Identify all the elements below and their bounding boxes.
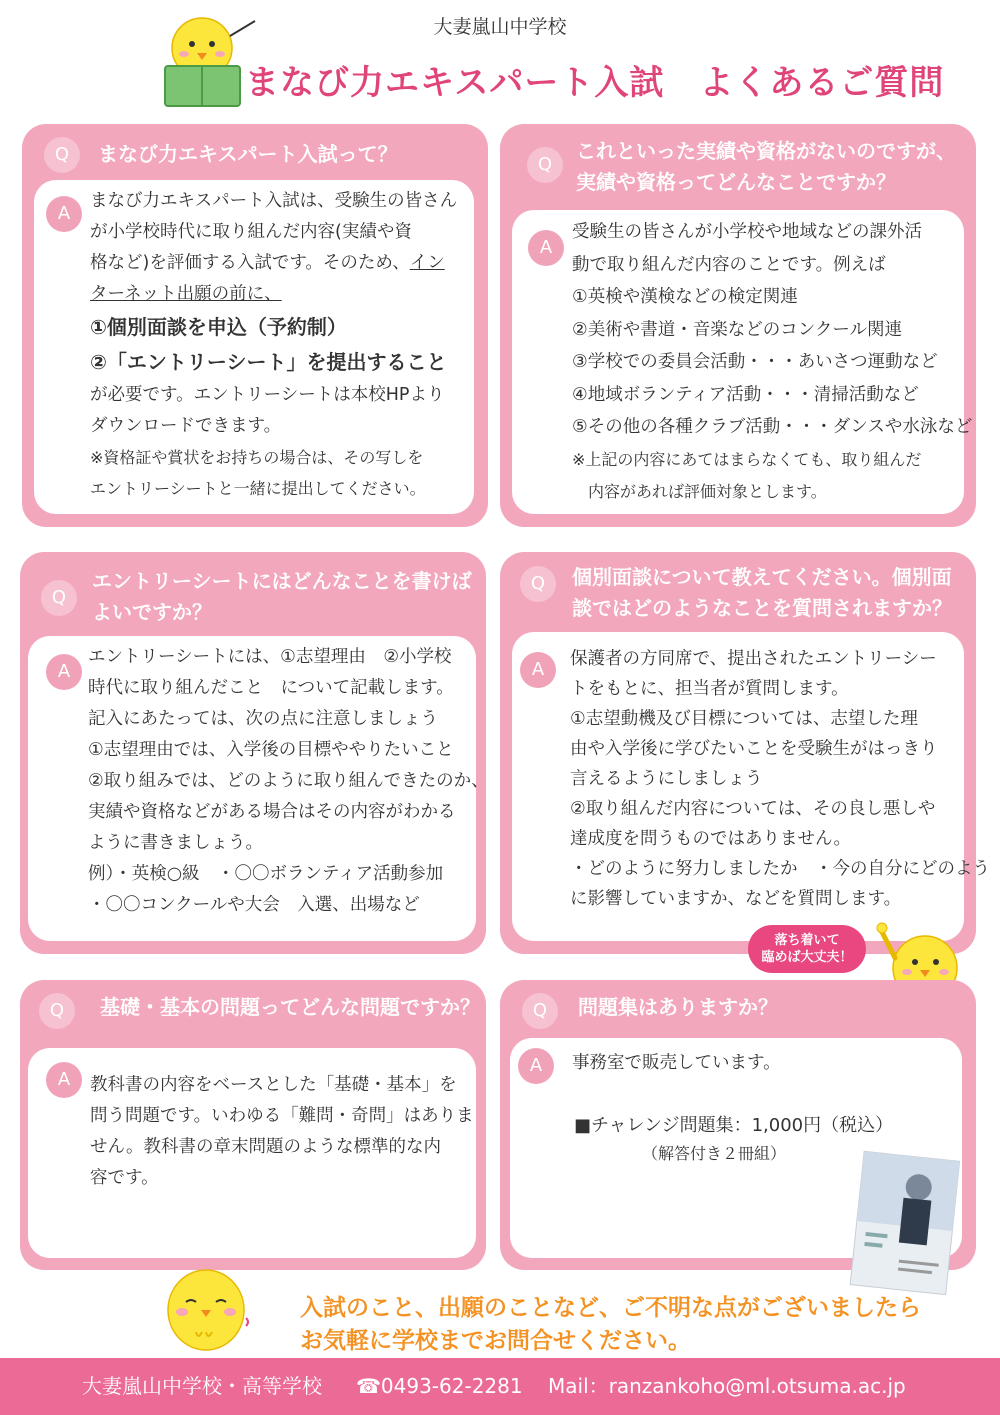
answer-badge: A: [46, 1062, 82, 1098]
answer-line: 保護者の方同席で、提出されたエントリーシー: [570, 649, 937, 669]
workbook-price: ■チャレンジ問題集：1,000円（税込）: [574, 1115, 894, 1136]
answer-line: 時代に取り組んだこと について記載します。: [88, 678, 454, 698]
question-line: 実績や資格ってどんなことですか？: [576, 170, 896, 194]
answer-line: トをもとに、担当者が質問します。: [570, 679, 849, 699]
answer-line: 言えるようにしましょう: [570, 769, 763, 789]
question-text: 問題集はありますか？: [578, 995, 778, 1019]
contact-message-line: 入試のこと、出願のことなど、ご不明な点がございましたら: [300, 1295, 921, 1321]
answer-line: 実績や資格などがある場合はその内容がわかる: [88, 802, 456, 822]
note-line: ※資格証や賞状をお持ちの場合は、その写しを: [90, 448, 424, 467]
answer-badge: A: [46, 196, 82, 232]
faq-card-entry-sheet: [20, 552, 489, 954]
answer-text: [570, 644, 990, 914]
question-line: 談ではどのようなことを質問されますか？: [572, 596, 952, 620]
question-badge: Q: [41, 580, 77, 616]
answer-line: ダウンロードできます。: [90, 416, 282, 436]
answer-box: [28, 1048, 476, 1258]
underlined-text: ターネット出願の前に、: [90, 284, 282, 304]
answer-line: ①志望動機及び目標については、志望した理: [570, 709, 918, 729]
faq-card-entrance-exam: [22, 124, 488, 527]
question-line: これといった実績や資格がないのですが、: [576, 139, 956, 163]
answer-badge: A: [518, 1048, 554, 1084]
answer-line: に影響していますか、などを質問します。: [570, 889, 902, 909]
answer-line: 容です。: [90, 1168, 159, 1188]
faq-card-achievements: [500, 124, 976, 527]
answer-line: が小学校時代に取り組んだ内容(実績や資: [90, 222, 412, 242]
question-text: [572, 562, 952, 624]
bubble-line: 臨めば大丈夫！: [761, 950, 853, 965]
page-title: まなび力エキスパート入試 よくあるご質問: [245, 63, 945, 103]
answer-line: が必要です。エントリーシートは本校HPより: [90, 385, 445, 405]
answer-box: [34, 180, 474, 514]
answer-text: [88, 642, 489, 921]
question-badge: Q: [44, 137, 80, 173]
workbook-cover-image: [845, 1150, 965, 1295]
question-line: 個別面談について教えてください。個別面: [572, 565, 952, 589]
question-text: 基礎・基本の問題ってどんな問題ですか？: [100, 995, 480, 1019]
note-line: 内容があれば評価対象とします。: [572, 482, 827, 501]
contact-message: [300, 1292, 921, 1358]
school-name-header: 大妻嵐山中学校: [433, 16, 567, 38]
answer-line: 格など)を評価する入試です。そのため、: [90, 253, 410, 273]
answer-line: ・どのように努力しましたか ・今の自分にどのよう: [570, 859, 990, 879]
question-badge: Q: [527, 147, 563, 183]
answer-line: エントリーシートには、①志望理由 ②小学校: [88, 647, 452, 667]
answer-line: まなび力エキスパート入試は、受験生の皆さん: [90, 191, 458, 211]
requirement-2: ②「エントリーシート」を提出すること: [90, 350, 447, 374]
question-badge: Q: [520, 566, 556, 602]
answer-text: [90, 1070, 474, 1194]
answer-line: ④地域ボランティア活動・・・清掃活動など: [572, 384, 919, 405]
answer-badge: A: [528, 230, 564, 266]
faq-card-basic-questions: [20, 980, 486, 1270]
answer-line: 達成度を問うものではありません。: [570, 829, 852, 849]
answer-line: 教科書の内容をベースとした「基礎・基本」を: [90, 1075, 457, 1095]
answer-line: ・〇〇コンクールや大会 入選、出場など: [88, 895, 420, 915]
question-badge: Q: [522, 993, 558, 1029]
answer-line: ②取り組んだ内容については、その良し悪しや: [570, 799, 936, 819]
footer-phone: ☎0493-62-2281: [356, 1374, 523, 1398]
answer-line: ③学校での委員会活動・・・あいさつ運動など: [572, 352, 938, 372]
question-badge: Q: [39, 993, 75, 1029]
answer-badge: A: [520, 652, 556, 688]
question-text: まなび力エキスパート入試って？: [98, 142, 398, 166]
answer-line: ①英検や漢検などの検定関連: [572, 287, 798, 307]
answer-text: [572, 216, 972, 509]
question-text: [92, 566, 472, 628]
answer-badge: A: [46, 654, 82, 690]
answer-line: せん。教科書の章末問題のような標準的な内: [90, 1137, 442, 1157]
note-line: ※上記の内容にあてはまらなくても、取り組んだ: [572, 449, 922, 469]
requirement-1: ①個別面談を申込（予約制）: [90, 315, 347, 339]
answer-box: [512, 210, 973, 514]
answer-line: 受験生の皆さんが小学校や地域などの課外活: [572, 222, 922, 242]
answer-line: ①志望理由では、入学後の目標ややりたいこと: [88, 740, 454, 760]
footer-school: 大妻嵐山中学校・高等学校: [82, 1374, 322, 1398]
answer-box: [512, 632, 990, 941]
underlined-text: イン: [409, 253, 445, 273]
answer-line: 事務室で販売しています。: [572, 1053, 781, 1073]
question-line: よいですか？: [92, 600, 212, 624]
answer-line: 記入にあたっては、次の点に注意しましょう: [88, 709, 438, 729]
faq-card-interview: [500, 552, 990, 954]
question-text: [576, 136, 956, 198]
footer-bar: [0, 1358, 1000, 1415]
answer-line: ⑤その他の各種クラブ活動・・・ダンスや水泳など: [572, 417, 973, 437]
answer-line: 動で取り組んだ内容のことです。例えば: [572, 254, 886, 275]
chick-smiling-illustration: [158, 1260, 258, 1360]
answer-line: 由や入学後に学びたいことを受験生がはっきり: [570, 739, 938, 759]
bubble-line: 落ち着いて: [774, 933, 840, 948]
answer-line: ②取り組みでは、どのように取り組んできたのか、: [88, 771, 489, 791]
question-line: エントリーシートにはどんなことを書けば: [92, 569, 472, 593]
answer-line: ②美術や書道・音楽などのコンクール関連: [572, 319, 902, 340]
answer-line: 問う問題です。いわゆる「難問・奇問」はありま: [90, 1106, 474, 1126]
encouragement-bubble: [748, 925, 866, 973]
contact-message-line: お気軽に学校までお問合せください。: [300, 1328, 691, 1354]
answer-text: [90, 186, 457, 504]
answer-box: [28, 636, 489, 941]
answer-line: ように書きましょう。: [88, 833, 263, 853]
workbook-note: （解答付き２冊組）: [642, 1144, 787, 1163]
footer-mail: Mail：ranzankoho@ml.otsuma.ac.jp: [548, 1374, 906, 1398]
note-line: エントリーシートと一緒に提出してください。: [90, 479, 426, 498]
answer-line: 例）・英検○級 ・〇〇ボランティア活動参加: [88, 864, 444, 884]
